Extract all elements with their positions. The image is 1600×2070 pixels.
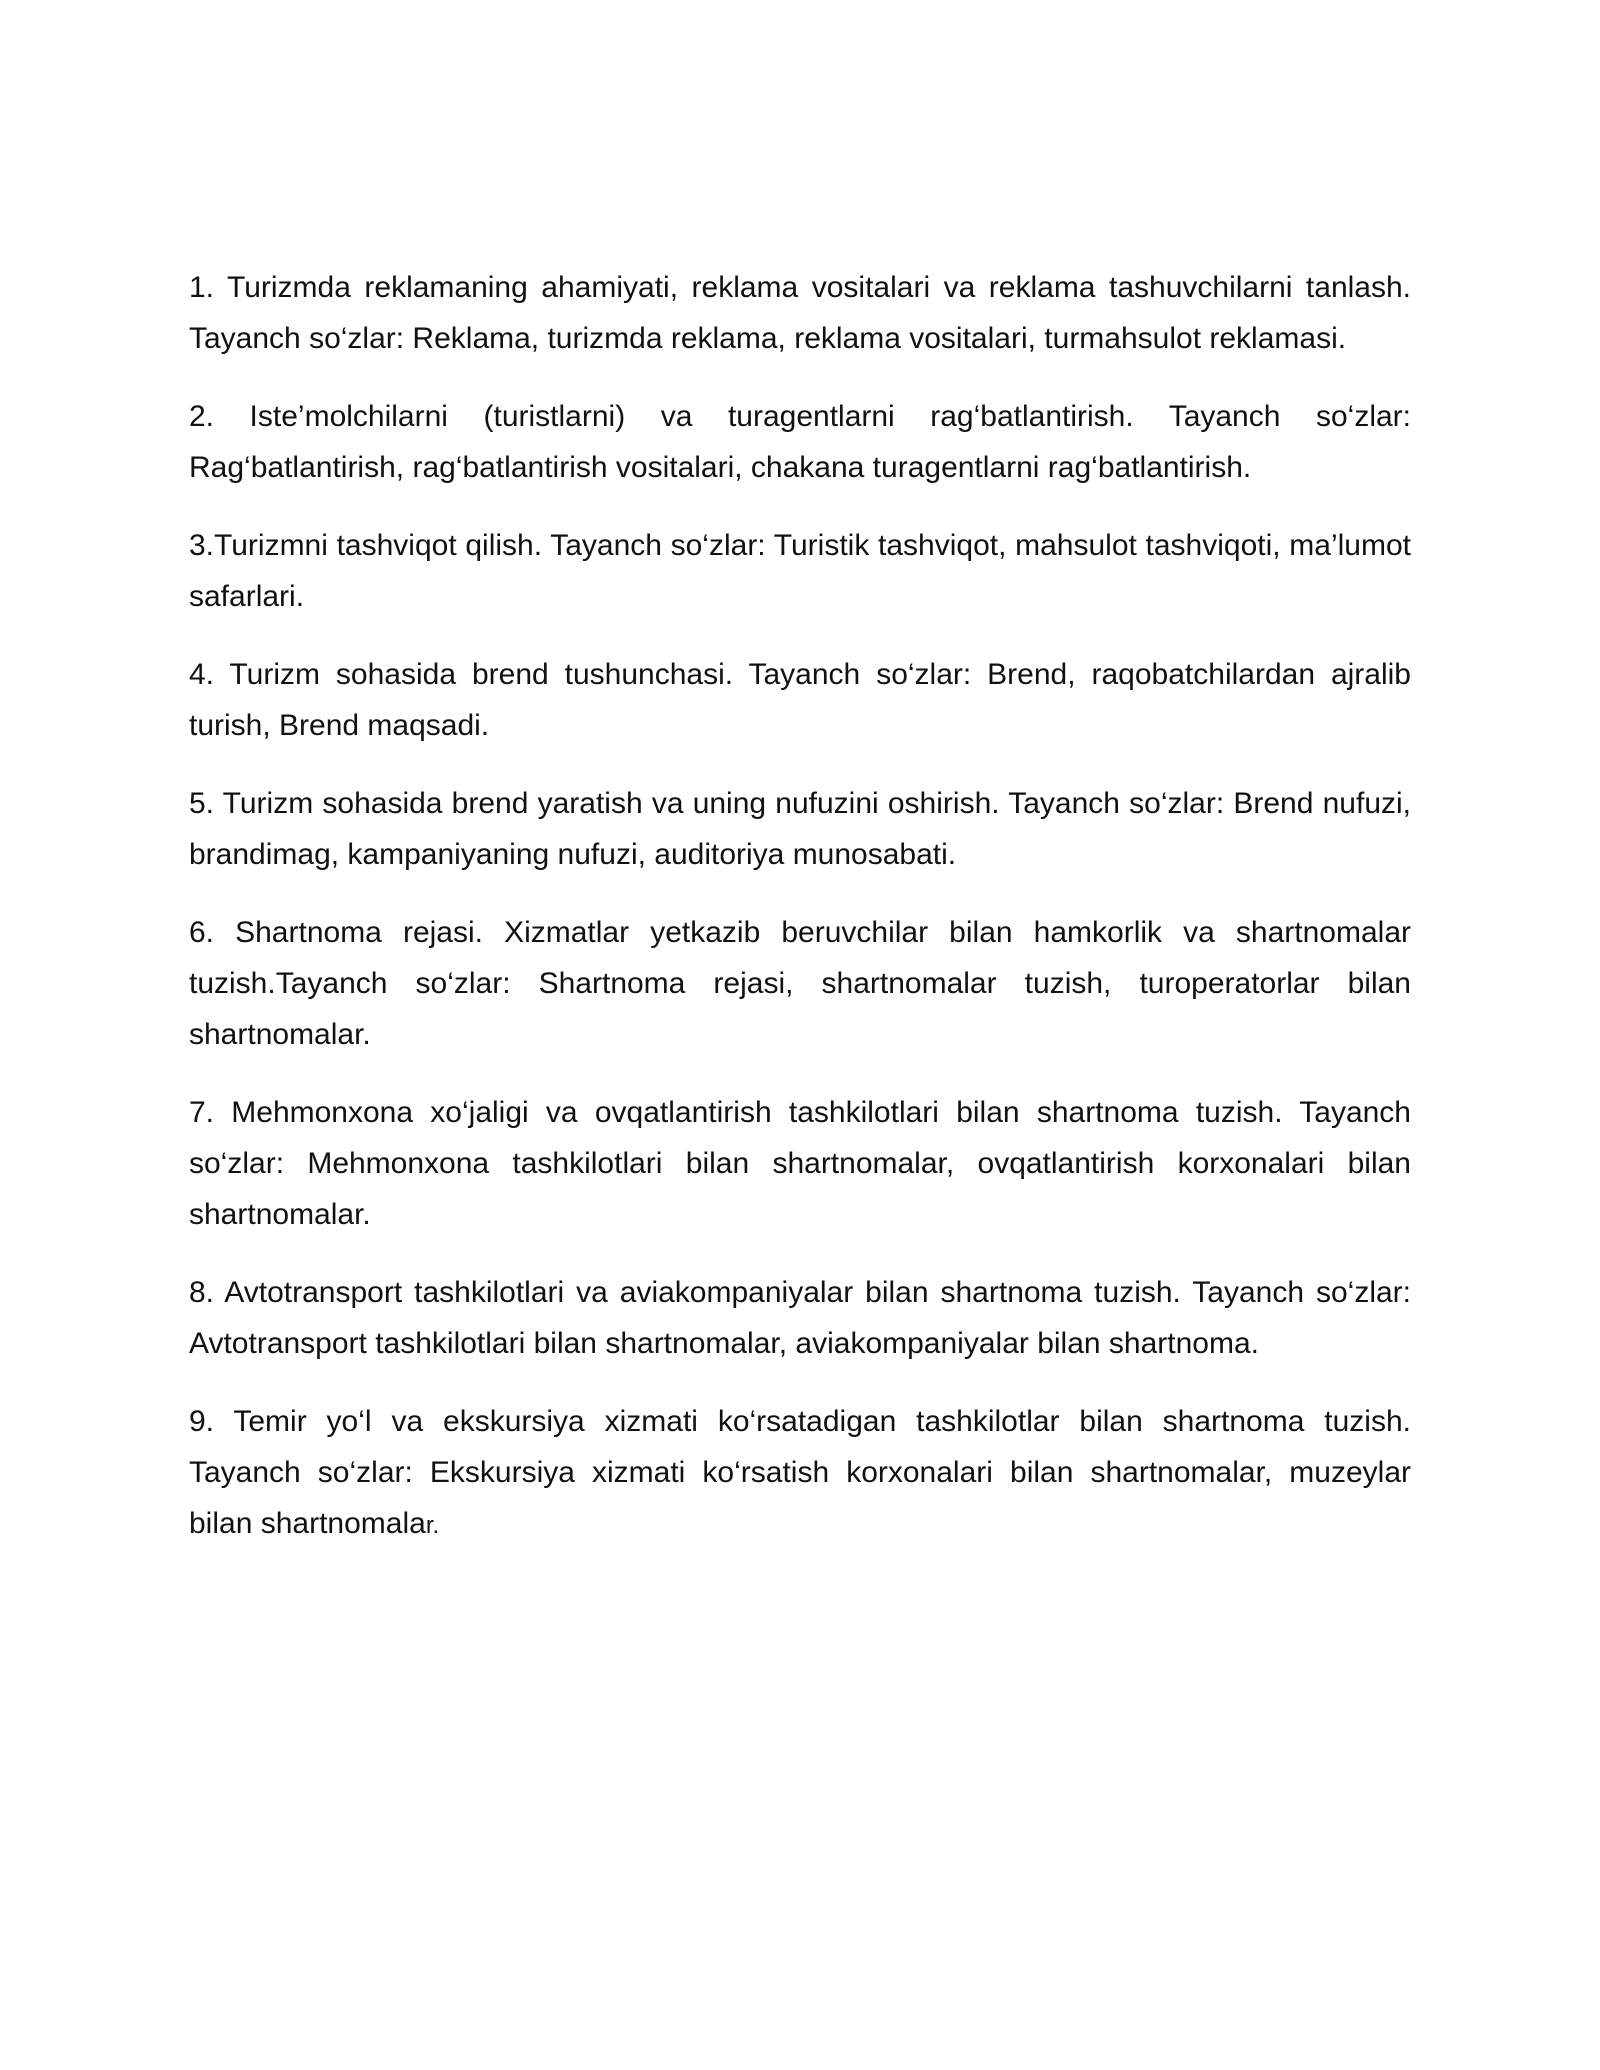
topic-item-2: 2. Iste’molchilarni (turistlarni) va turagentlarni rag‘batlantirish. Tayanch so‘zlar: Rag‘batlantirish, rag‘batlantirish vositalari, chakana turagentlarni rag‘batlantirish. xyxy=(189,400,1411,484)
topic-item-9 xyxy=(189,1396,1411,1551)
topic-item-3: 3.Turizmni tashviqot qilish. Tayanch so‘zlar: Turistik tashviqot, mahsulot tashviqoti, ma’lumot safarlari. xyxy=(189,529,1411,613)
topic-item-8: 8. Avtotransport tashkilotlari va aviakompaniyalar bilan shartnoma tuzish. Tayanch so‘zlar: Avtotransport tashkilotlari bilan shartnomalar, aviakompaniyalar bilan shartnoma. xyxy=(189,1276,1411,1360)
topic-item-1: 1. Turizmda reklamaning ahamiyati, reklama vositalari va reklama tashuvchilarni tanlash. Tayanch so‘zlar: Reklama, turizmda reklama, reklama vositalari, turmahsulot reklamasi. xyxy=(189,271,1411,355)
topic-item-5: 5. Turizm sohasida brend yaratish va uning nufuzini oshirish. Tayanch so‘zlar: Brend nufuzi, brandimag, kampaniyaning nufuzi, auditoriya munosabati. xyxy=(189,787,1411,871)
topic-item-9-text: 9. Temir yo‘l va ekskursiya xizmati ko‘rsatadigan tashkilotlar bilan shartnoma tuzish. Tayanch so‘zlar: Ekskursiya xizmati ko‘rsatish korxonalari bilan shartnomalar, muzeylar bilan shartnomala xyxy=(189,1405,1411,1540)
topic-item-7: 7. Mehmonxona xo‘jaligi va ovqatlantirish tashkilotlari bilan shartnoma tuzish. Tayanch so‘zlar: Mehmonxona tashkilotlari bilan shartnomalar, ovqatlantirish korxonalari bilan shartnomalar. xyxy=(189,1096,1411,1231)
document-content xyxy=(189,262,1411,1578)
topic-item-9-tail: r. xyxy=(425,1512,440,1539)
topic-item-6: 6. Shartnoma rejasi. Xizmatlar yetkazib beruvchilar bilan hamkorlik va shartnomalar tuzish.Tayanch so‘zlar: Shartnoma rejasi, shartnomalar tuzish, turoperatorlar bilan shartnomalar. xyxy=(189,916,1411,1051)
topic-item-4: 4. Turizm sohasida brend tushunchasi. Tayanch so‘zlar: Brend, raqobatchilardan ajralib turish, Brend maqsadi. xyxy=(189,658,1411,742)
